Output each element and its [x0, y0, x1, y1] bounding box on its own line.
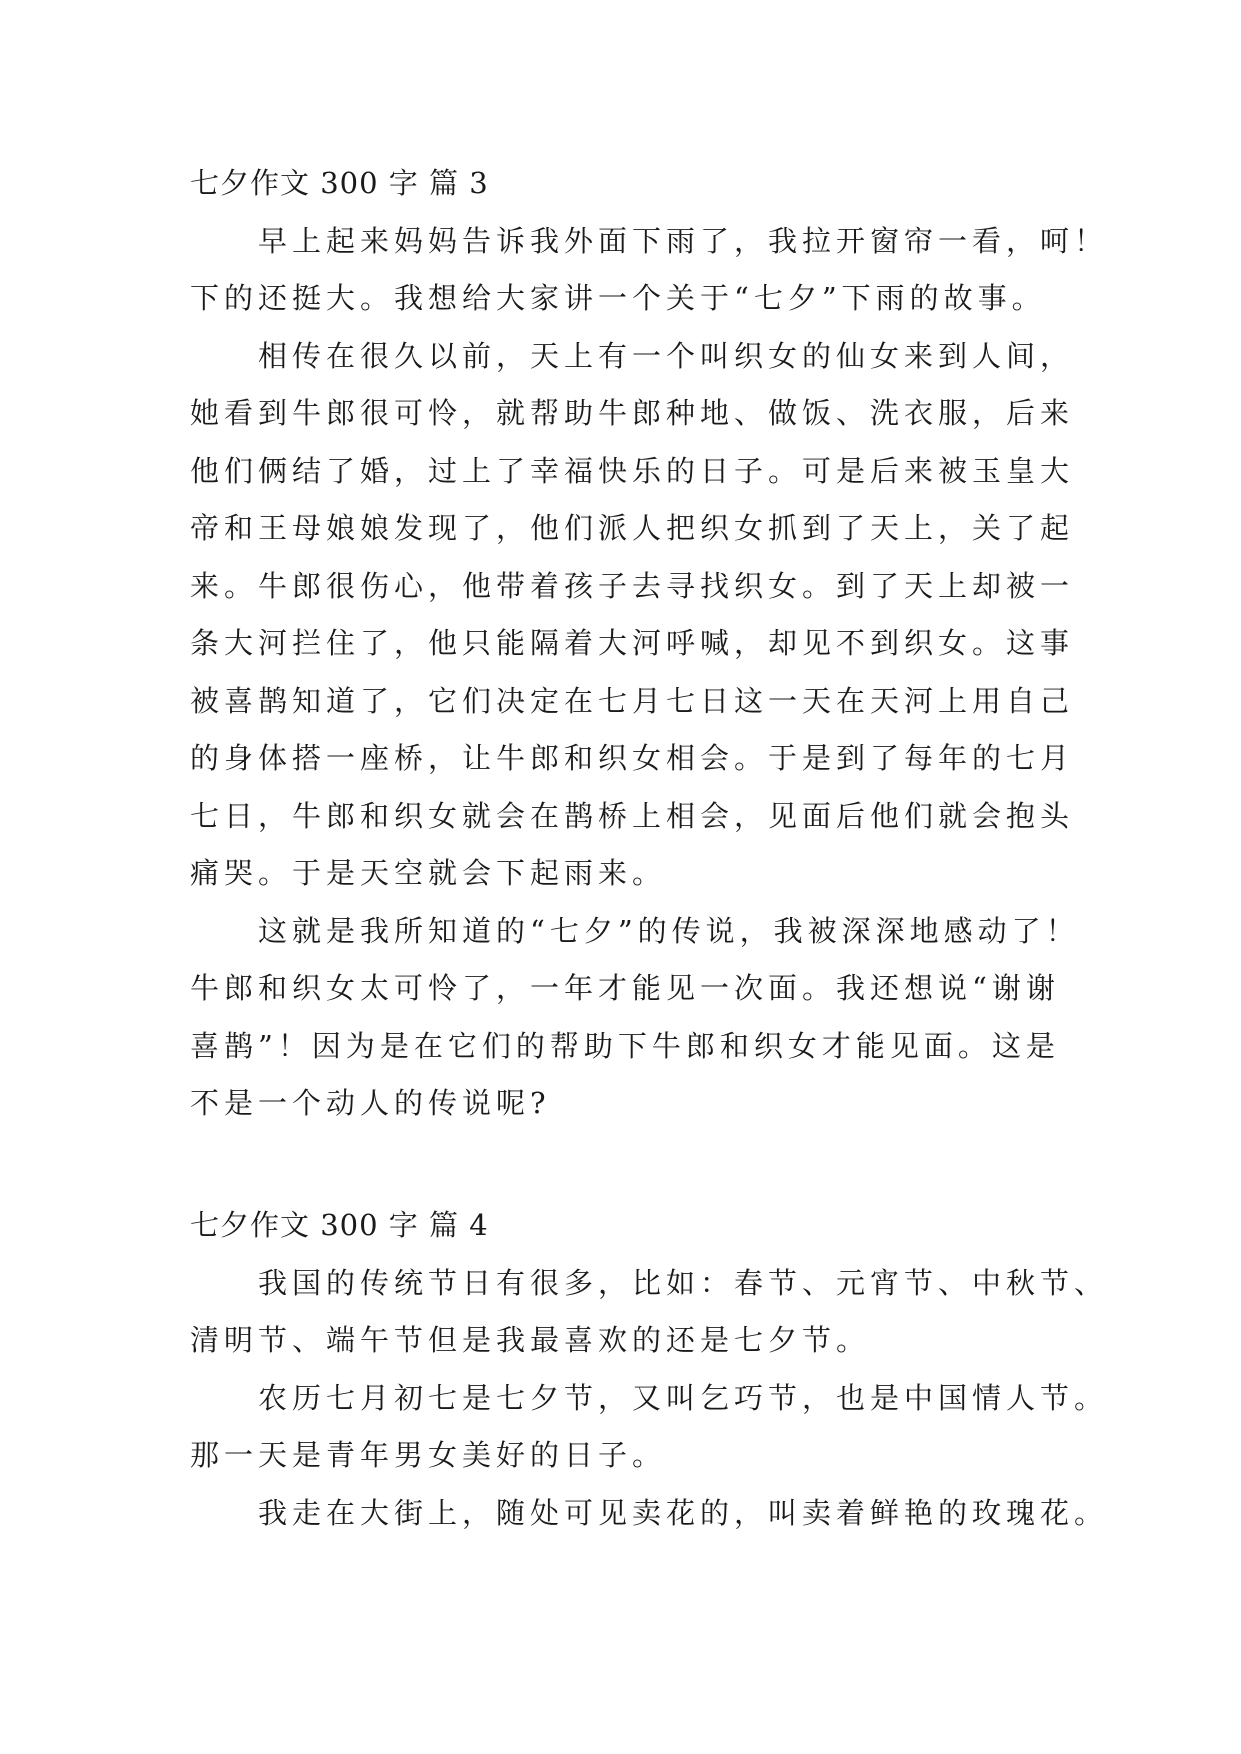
paragraph-line: 他们俩结了婚，过上了幸福快乐的日子。可是后来被玉皇大 [190, 453, 1075, 488]
paragraph-line: 七日，牛郎和织女就会在鹊桥上相会，见面后他们就会抱头 [190, 798, 1075, 833]
paragraph-line: 来。牛郎很伤心，他带着孩子去寻找织女。到了天上却被一 [190, 568, 1075, 603]
paragraph-line: 早上起来妈妈告诉我外面下雨了，我拉开窗帘一看，呵！ [258, 223, 1109, 258]
paragraph-line: 农历七月初七是七夕节，又叫乞巧节，也是中国情人节。 [258, 1380, 1109, 1415]
paragraph-line: 被喜鹊知道了，它们决定在七月七日这一天在天河上用自己 [190, 683, 1075, 718]
essay-section-3 [190, 155, 1109, 1133]
paragraph-line: 相传在很久以前，天上有一个叫织女的仙女来到人间， [258, 338, 1075, 373]
paragraph-line: 牛郎和织女太可怜了，一年才能见一次面。我还想说“谢谢 [190, 971, 1060, 1005]
section-heading: 七夕作文 300 字 篇 4 [190, 1208, 489, 1242]
paragraph-line: 她看到牛郎很可怜，就帮助牛郎种地、做饭、洗衣服，后来 [190, 396, 1075, 430]
paragraph-line: 清明节、端午节但是我最喜欢的还是七夕节。 [190, 1323, 871, 1357]
paragraph-line: 下的还挺大。我想给大家讲一个关于“七夕”下雨的故事。 [190, 281, 1046, 315]
paragraph-line: 条大河拦住了，他只能隔着大河呼喊，却见不到织女。这事 [190, 626, 1075, 660]
paragraph-line: 不是一个动人的传说呢? [190, 1086, 551, 1120]
paragraph-line: 帝和王母娘娘发现了，他们派人把织女抓到了天上，关了起 [190, 511, 1075, 545]
paragraph-line: 的身体搭一座桥，让牛郎和织女相会。于是到了每年的七月 [190, 741, 1075, 775]
paragraph-line: 痛哭。于是天空就会下起雨来。 [190, 856, 667, 890]
section-heading: 七夕作文 300 字 篇 3 [190, 166, 489, 200]
paragraph-line: 那一天是青年男女美好的日子。 [190, 1438, 667, 1472]
paragraph-line: 我国的传统节日有很多，比如：春节、元宵节、中秋节、 [258, 1265, 1109, 1300]
paragraph-line: 这就是我所知道的“七夕”的传说，我被深深地感动了！ [258, 913, 1080, 948]
paragraph-line: 喜鹊”！因为是在它们的帮助下牛郎和织女才能见面。这是 [190, 1028, 1060, 1063]
paragraph-line: 我走在大街上，随处可见卖花的，叫卖着鲜艳的玫瑰花。 [258, 1495, 1109, 1530]
essay-section-4 [190, 1197, 1109, 1542]
